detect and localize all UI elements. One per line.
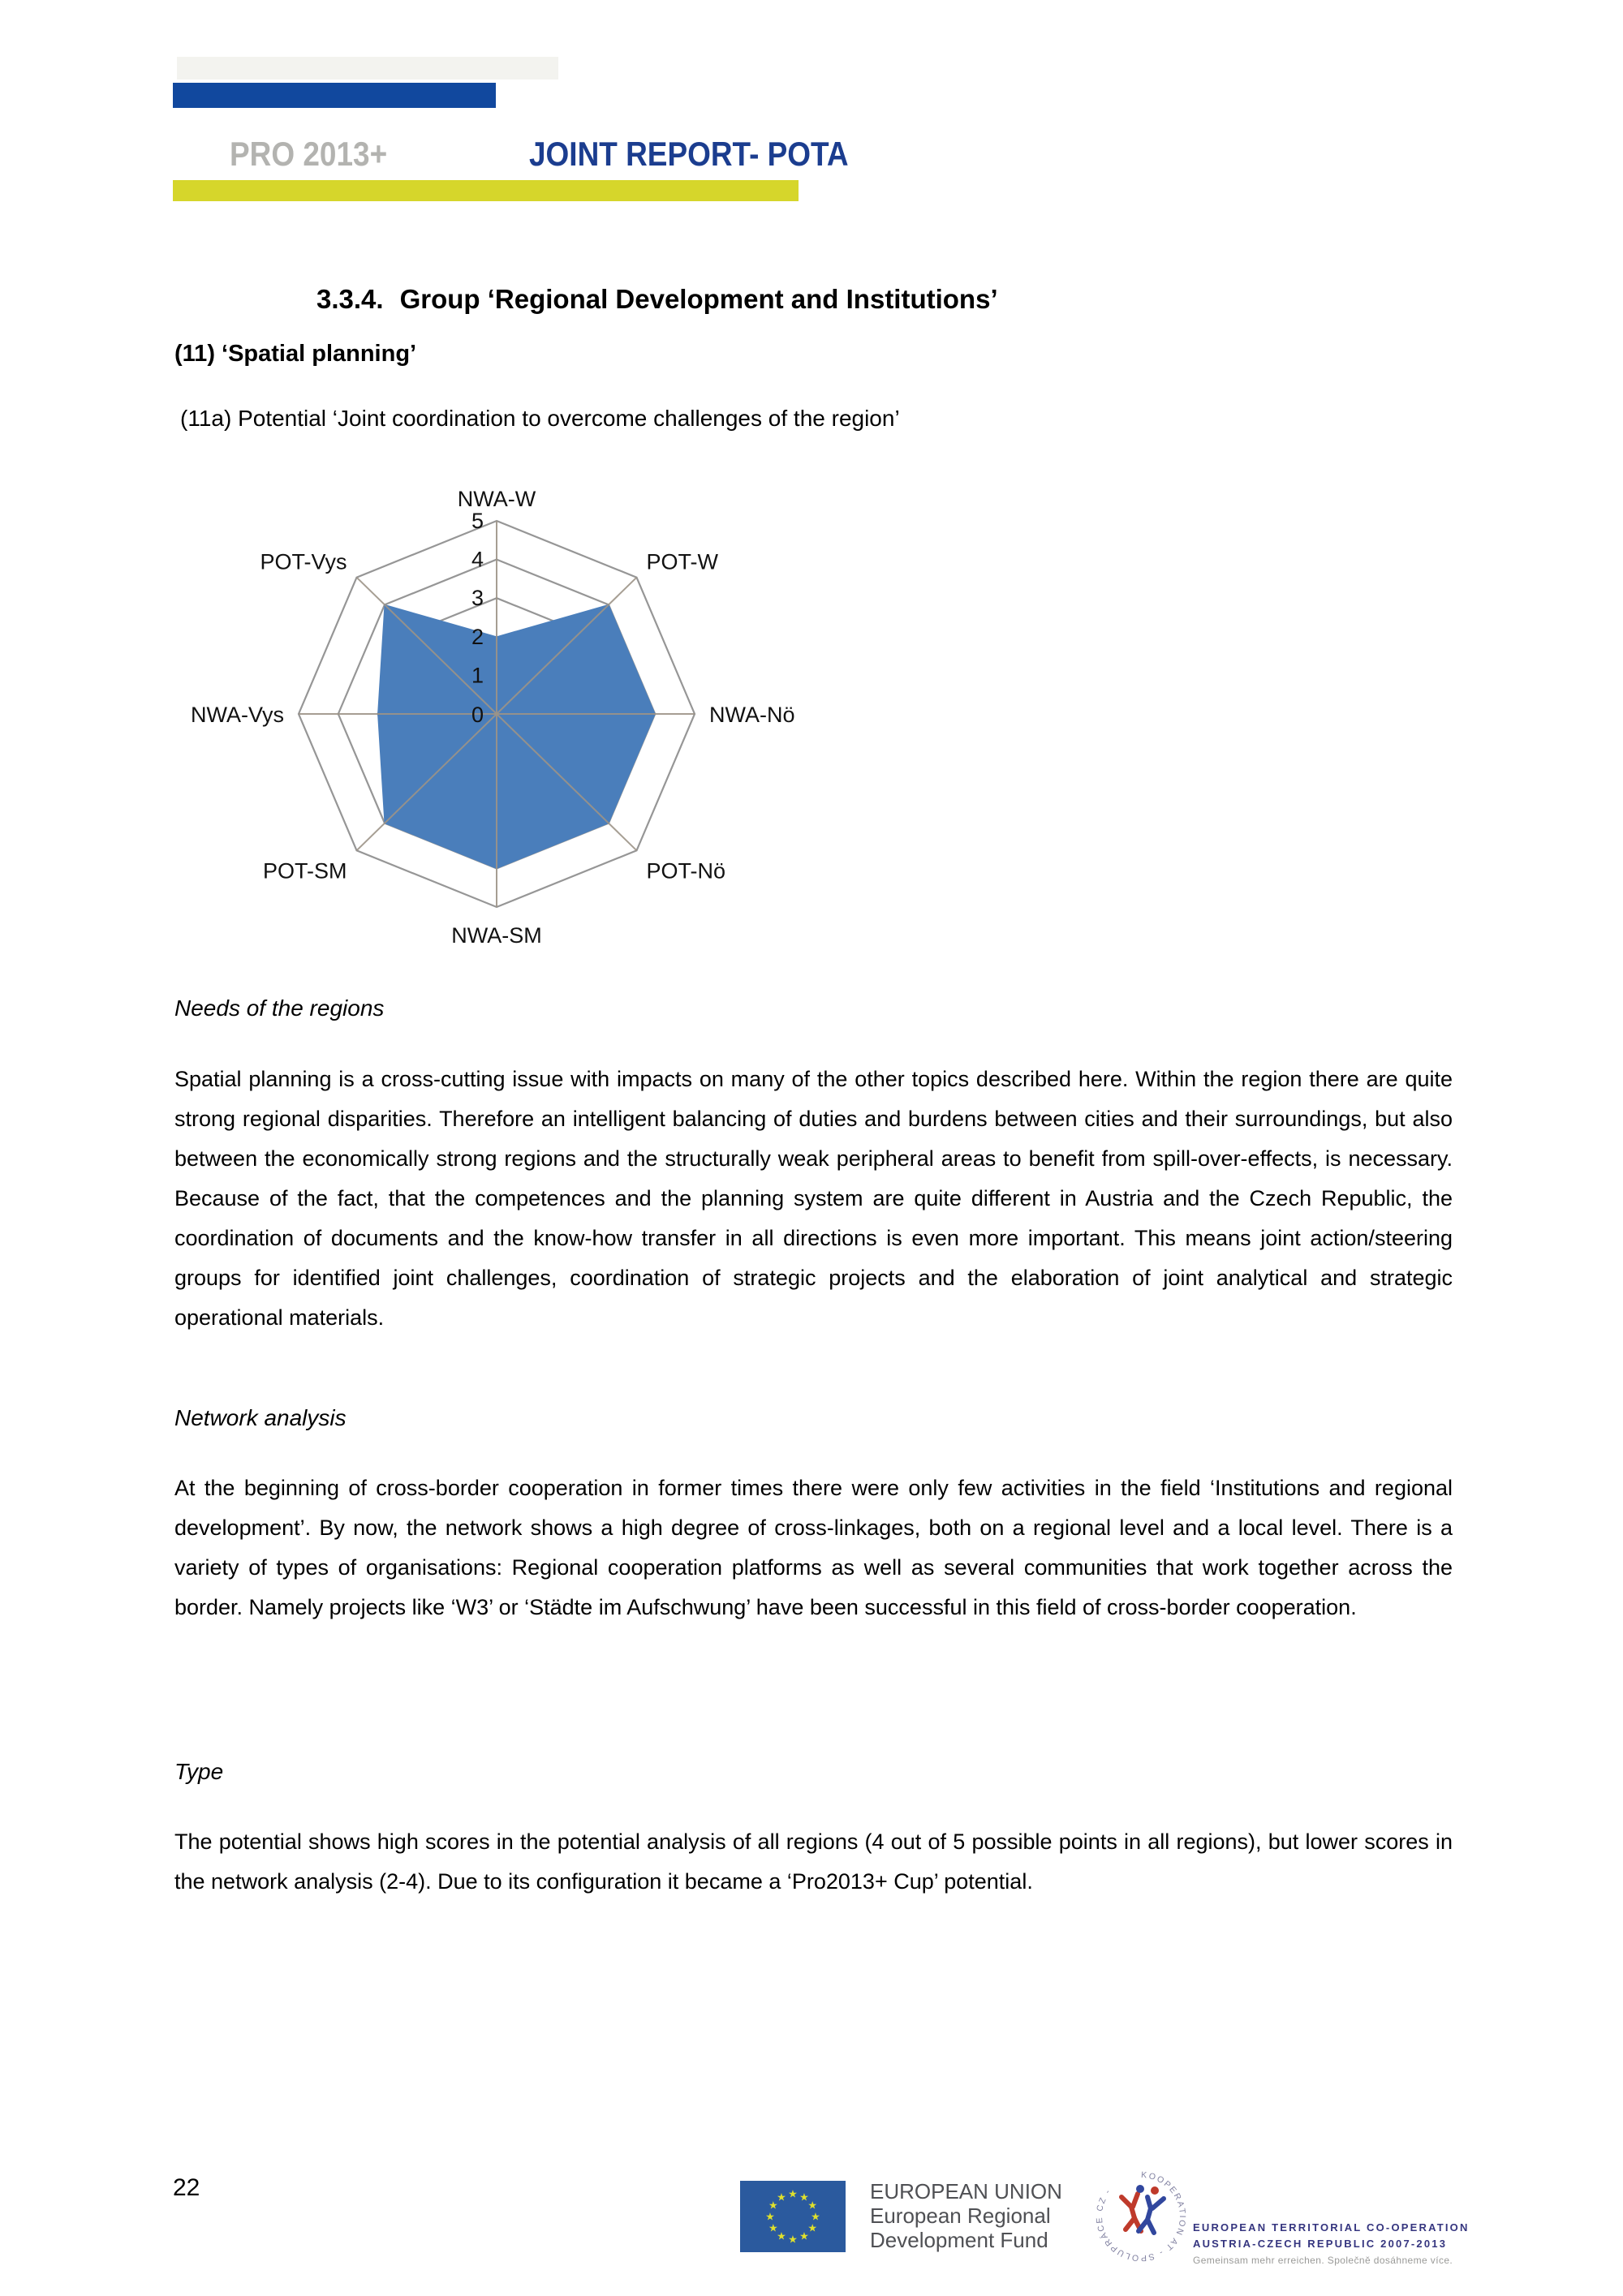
radar-tick-label-3: 3 — [471, 586, 484, 611]
dancer-red-figure — [1121, 2194, 1141, 2231]
eu-flag — [740, 2181, 846, 2256]
dancer-red-head — [1136, 2185, 1144, 2193]
radar-axis-label-5: POT-SM — [262, 858, 347, 884]
eu-flag-star: ★ — [788, 2233, 798, 2246]
section-title-needs: Needs of the regions — [174, 995, 385, 1021]
coop-text-line3: Gemeinsam mehr erreichen. Společně dosáhneme více. — [1193, 2255, 1453, 2266]
subheading: (11) ‘Spatial planning’ — [174, 341, 417, 367]
section-number: 3.3.4. — [316, 284, 384, 314]
coop-logo-svg — [1089, 2165, 1193, 2268]
radar-chart-svg — [162, 475, 852, 961]
coop-text-line1: EUROPEAN TERRITORIAL CO-OPERATION — [1193, 2221, 1470, 2234]
header-yellow-bar — [173, 180, 799, 201]
section-heading — [316, 284, 998, 315]
eu-flag-svg — [740, 2181, 846, 2252]
eu-flag-star: ★ — [799, 2191, 809, 2204]
eu-flag-star: ★ — [807, 2221, 818, 2234]
eu-flag-star: ★ — [811, 2210, 820, 2223]
radar-axis-label-3: POT-Nö — [646, 858, 726, 884]
radar-axis-label-1: POT-W — [646, 549, 718, 574]
coop-arc-label — [1095, 2170, 1187, 2263]
header-report-title: JOINT REPORT- POTA — [529, 135, 849, 173]
radar-tick-label-4: 4 — [471, 547, 484, 572]
radar-tick-label-5: 5 — [471, 509, 484, 533]
eu-text-line3: Development Fund — [870, 2228, 1048, 2252]
coop-arc-textpath: KOOPERATION AT - SPOLUPRÁCE CZ - — [1094, 2169, 1188, 2264]
coop-logo — [1089, 2165, 1193, 2272]
eu-flag-star: ★ — [777, 2229, 786, 2242]
radar-tick-label-1: 1 — [471, 663, 484, 688]
coop-text-line2: AUSTRIA-CZECH REPUBLIC 2007-2013 — [1193, 2238, 1448, 2250]
eu-flag-star: ★ — [807, 2199, 818, 2212]
eu-text-line2: European Regional — [870, 2204, 1051, 2228]
eu-flag-star: ★ — [765, 2210, 775, 2223]
section-title-network: Network analysis — [174, 1405, 347, 1430]
radar-axis-label-4: NWA-SM — [451, 923, 542, 948]
paragraph-needs: Spatial planning is a cross-cutting issue with impacts on many of the other topics described here. Within the region there are quite strong regional disparities. Therefore an intelligent balancing of duties and burdens between cities and their surroundings, but also between the economically strong regions and the structurally weak peripheral areas to benefit from spill-over-effects, is necessary. Because of the fact, that the competences and the planning system are quite different in Austria and the Czech Republic, the coordination of documents and the know-how transfer in all directions is even more important. This means joint action/steering groups for identified joint challenges, coordination of strategic projects and the elaboration of joint analytical and strategic operational materials. — [174, 1067, 1453, 1330]
page-number: 22 — [173, 2174, 200, 2201]
coop-text — [1193, 2220, 1470, 2268]
radar-axis-label-7: POT-Vys — [260, 549, 347, 574]
eu-flag-star: ★ — [799, 2229, 809, 2242]
section-title-type: Type — [174, 1759, 224, 1784]
radar-axis-label-6: NWA-Vys — [191, 703, 284, 727]
radar-tick-label-0: 0 — [471, 703, 484, 727]
paragraph-type: The potential shows high scores in the potential analysis of all regions (4 out of 5 possible points in all regions), but lower scores in the network analysis (2-4). Due to its configuration it became a ‘Pro2013+ Cup’ potential. — [174, 1829, 1453, 1894]
eu-text — [870, 2179, 1062, 2252]
header-blue-bar — [173, 83, 496, 108]
eu-flag-star: ★ — [777, 2191, 786, 2204]
radar-tick-label-2: 2 — [471, 624, 484, 649]
eu-flag-star: ★ — [788, 2187, 798, 2200]
header-scan-band — [177, 57, 558, 80]
eu-flag-star: ★ — [768, 2221, 778, 2234]
eu-flag-star: ★ — [768, 2199, 778, 2212]
header-brand: PRO 2013+ — [230, 135, 388, 173]
radar-axis-label-2: NWA-Nö — [709, 703, 795, 727]
paragraph-network: At the beginning of cross-border cooperation in former times there were only few activities in the field ‘Institutions and regional development’. By now, the network shows a high degree of cross-linkages, both on a regional level and a local level. There is a variety of types of organisations: Regional cooperation platforms as well as several communities that work together across the border. Namely projects like ‘W3’ or ‘Städte im Aufschwung’ have been successful in this field of cross-border cooperation. — [174, 1476, 1453, 1619]
potential-line: (11a) Potential ‘Joint coordination to overcome challenges of the region’ — [180, 406, 900, 431]
radar-chart — [162, 475, 852, 961]
dancer-blue-head — [1151, 2186, 1159, 2195]
dancer-blue-figure — [1139, 2197, 1164, 2233]
section-title: Group ‘Regional Development and Institutions’ — [399, 284, 998, 314]
eu-text-line1: EUROPEAN UNION — [870, 2179, 1062, 2204]
radar-axis-label-0: NWA-W — [457, 487, 536, 511]
